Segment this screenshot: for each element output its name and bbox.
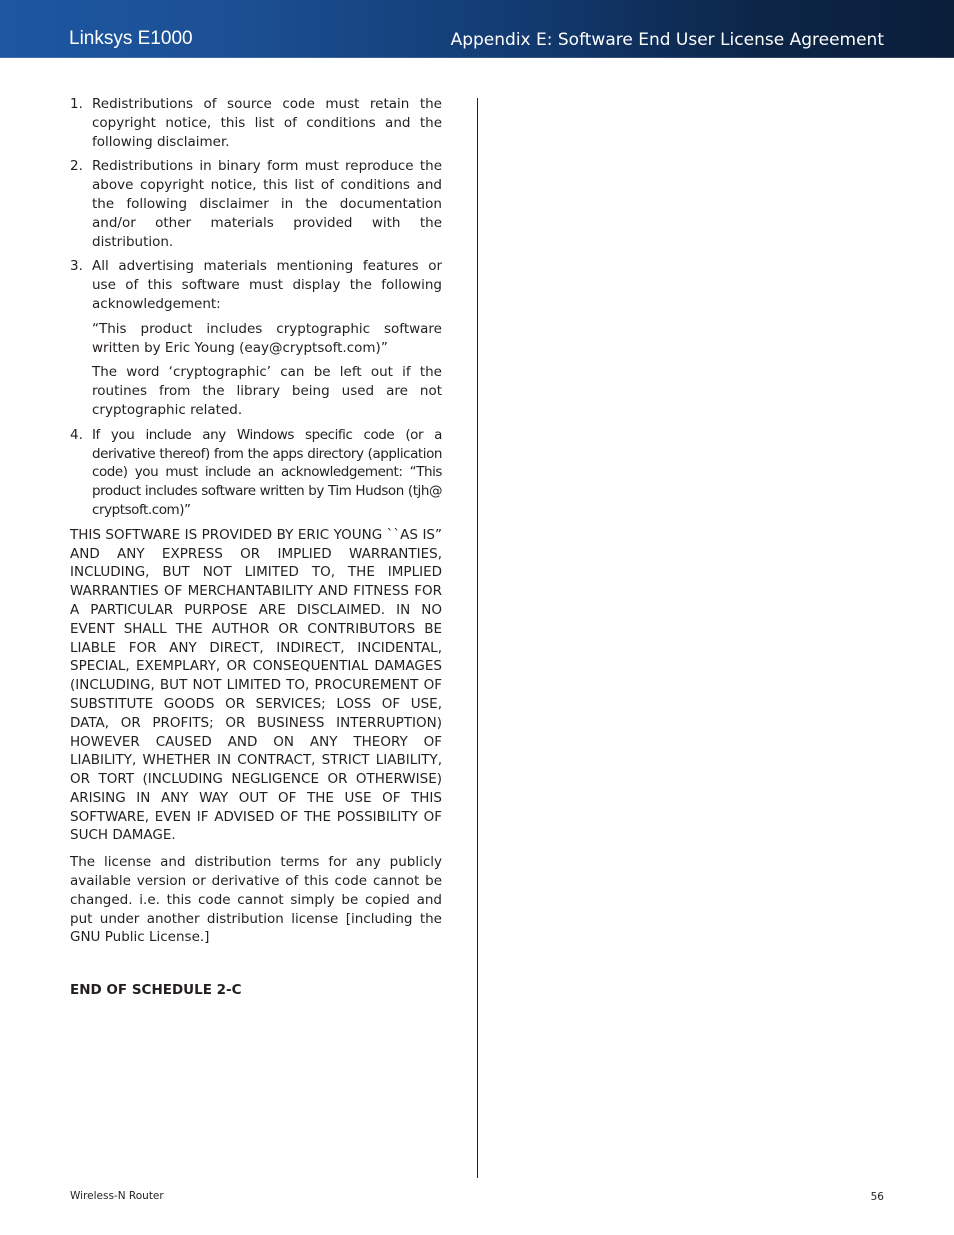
list-item — [70, 426, 442, 520]
left-text-column — [70, 95, 442, 1000]
list-item-number: 2. — [70, 158, 83, 175]
conditions-list — [70, 95, 442, 520]
list-item-text: All advertising materials mentioning features or use of this software must display the following acknowledgement: — [92, 258, 442, 312]
list-item-text: Redistributions of source code must retain the copyright notice, this list of conditions and the following disclaimer. — [92, 96, 442, 150]
schedule-end-heading: END OF SCHEDULE 2-C — [70, 982, 242, 999]
page-header — [0, 0, 954, 58]
license-terms-paragraph: The license and distribution terms for any publicly available version or derivative of this code cannot be changed. i.e. this code cannot simply be copied and put under another distribution license [including the GNU Public License.] — [70, 854, 442, 946]
list-item-text: If you include any Windows specific code (or a derivative thereof) from the apps directory (application code) you must include an acknowledgement: “This product includes software written by Tim Hudson (tjh@ cryptsoft.com)” — [92, 426, 442, 518]
header-section-title: Appendix E: Software End User License Agreement — [450, 30, 884, 50]
list-item — [70, 157, 442, 251]
list-item-number: 1. — [70, 96, 83, 112]
warranty-disclaimer: THIS SOFTWARE IS PROVIDED BY ERIC YOUNG ``AS IS” AND ANY EXPRESS OR IMPLIED WARRANTIES, INCLUDING, BUT NOT LIMITED TO, THE IMPLIED WARRANTIES OF MERCHANTABILITY AND FITNESS FOR A PARTICULAR PURPOSE ARE DISCLAIMED. IN NO EVENT SHALL THE AUTHOR OR CONTRIBUTORS BE LIABLE FOR ANY DIRECT, INDIRECT, INCIDENTAL, SPECIAL, EXEMPLARY, OR CONSEQUENTIAL DAMAGES (INCLUDING, BUT NOT LIMITED TO, PROCUREMENT OF SUBSTITUTE GOODS OR SERVICES; LOSS OF USE, DATA, OR PROFITS; OR BUSINESS INTERRUPTION) HOWEVER CAUSED AND ON ANY THEORY OF LIABILITY, WHETHER IN CONTRACT, STRICT LIABILITY, OR TORT (INCLUDING NEGLIGENCE OR OTHERWISE) ARISING IN ANY WAY OUT OF THE USE OF THIS SOFTWARE, EVEN IF ADVISED OF THE POSSIBILITY OF SUCH DAMAGE. — [70, 526, 442, 844]
list-item — [70, 95, 442, 151]
list-item-number: 4. — [70, 426, 83, 443]
list-item-number: 3. — [70, 258, 83, 275]
footer-page-number: 56 — [870, 1191, 884, 1203]
list-item-text: Redistributions in binary form must reproduce the above copyright notice, this list of conditions and the following disclaimer in the documentation and/or other materials provided with the distribution. — [92, 158, 442, 250]
acknowledgement-quote: “This product includes cryptographic software written by Eric Young (eay@cryptsoft.com)” — [92, 320, 442, 356]
footer-product-type: Wireless-N Router — [70, 1190, 164, 1202]
column-divider — [477, 98, 478, 1178]
header-product-name: Linksys E1000 — [69, 28, 193, 49]
list-item — [70, 257, 442, 419]
cryptographic-note: The word ‘cryptographic’ can be left out if the routines from the library being used are not cryptographic related. — [92, 364, 442, 418]
